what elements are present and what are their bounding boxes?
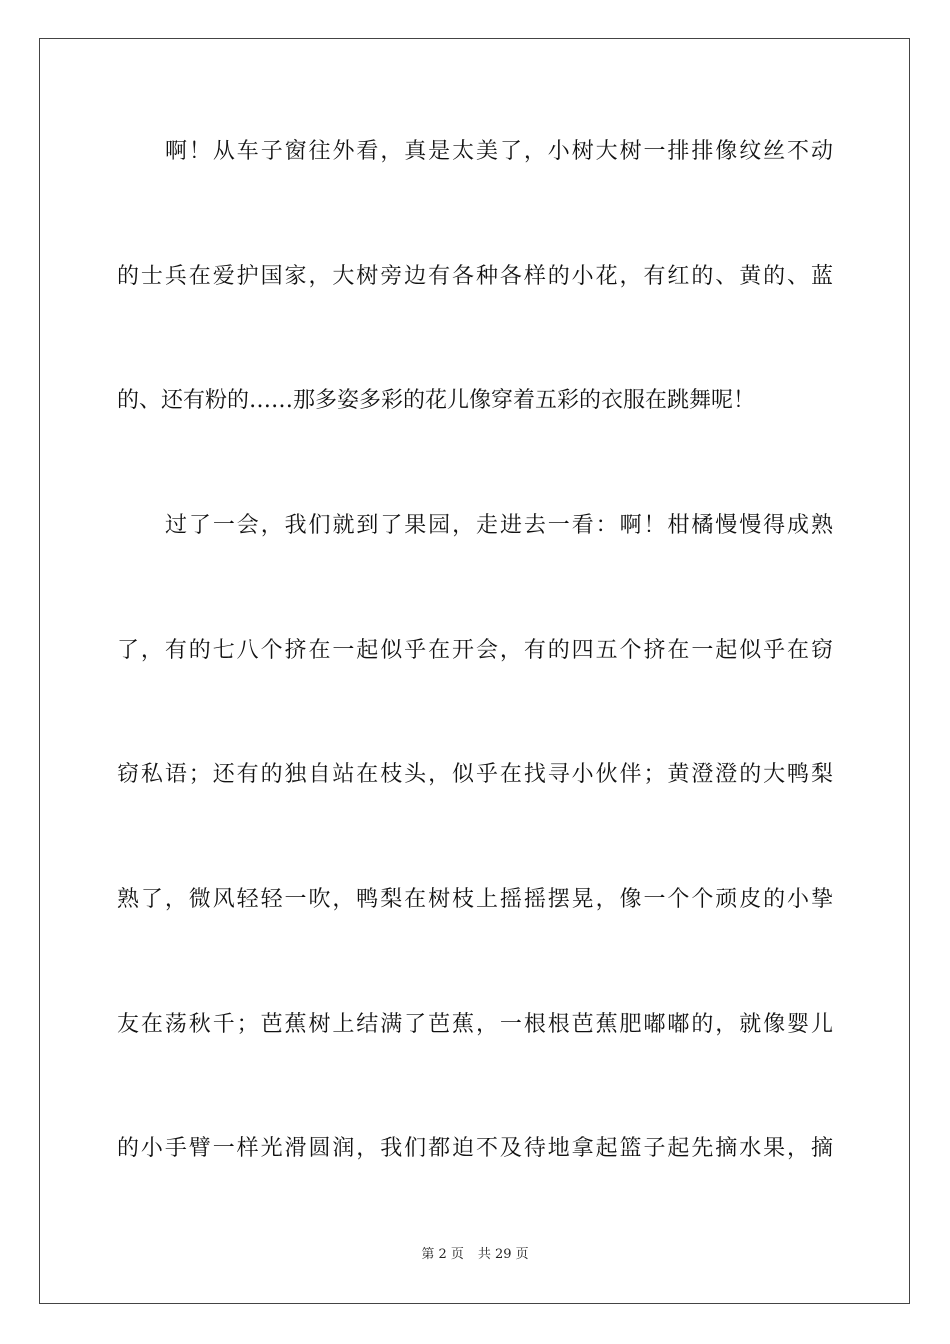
paragraph-1-line-2: 的士兵在爱护国家，大树旁边有各种各样的小花，有红的、黄的、蓝 [117, 264, 833, 289]
total-pages: 共 29 页 [477, 1247, 529, 1262]
page-footer [0, 1246, 950, 1264]
paragraph-1-line-3: 的、还有粉的……那多姿多彩的花儿像穿着五彩的衣服在跳舞呢！ [117, 388, 756, 413]
paragraph-2-line-5: 友在荡秋千；芭蕉树上结满了芭蕉，一根根芭蕉肥嘟嘟的，就像婴儿 [117, 1012, 833, 1037]
paragraph-2-line-6: 的小手臂一样光滑圆润，我们都迫不及待地拿起篮子起先摘水果，摘 [117, 1136, 833, 1161]
paragraph-1-line-1: 啊！从车子窗往外看，真是太美了，小树大树一排排像纹丝不动 [165, 139, 833, 164]
page-number: 第 2 页 [421, 1247, 464, 1262]
paragraph-2-line-2: 了，有的七八个挤在一起似乎在开会，有的四五个挤在一起似乎在窃 [117, 638, 833, 663]
page-frame [39, 38, 910, 1304]
paragraph-2-line-4: 熟了，微风轻轻一吹，鸭梨在树枝上摇摇摆晃，像一个个顽皮的小挚 [117, 887, 833, 912]
paragraph-2-line-3: 窃私语；还有的独自站在枝头，似乎在找寻小伙伴；黄澄澄的大鸭梨 [117, 762, 833, 787]
paragraph-2-line-1: 过了一会，我们就到了果园，走进去一看：啊！柑橘慢慢得成熟 [165, 513, 833, 538]
